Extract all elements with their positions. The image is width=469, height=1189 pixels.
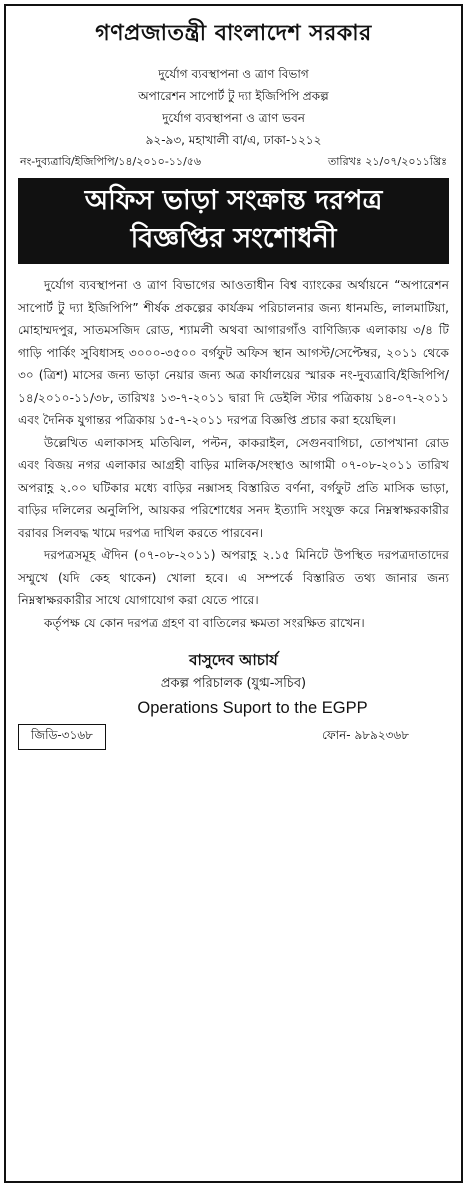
notice-body: [18, 274, 449, 634]
body-paragraph: উল্লেখিত এলাকাসহ মতিঝিল, পল্টন, কাকরাইল, সেগুনবাগিচা, তোপখানা রোড এবং বিজয় নগর এলাকার আগ্রহী বাড়ির মালিক/সংস্থাও আগামী ০৭-০৮-২০১১ তারিখ অপরাহ্ণ ২.০০ ঘটিকার মধ্যে বাড়ির নক্সাসহ বিস্তারিত বর্ণনা, বর্গফুট প্রতি মাসিক ভাড়া, বাড়ির দলিলের অনুলিপি, আয়কর পরিশোধের সনদ ইত্যাদি সংযুক্ত করে নিম্নস্বাক্ষরকারীর বরাবর সিলবদ্ধ খামে দরপত্র দাখিল করতে পারবেন।: [18, 435, 449, 540]
body-paragraph: দরপত্রসমূহ ঐদিন (০৭-০৮-২০১১) অপরাহ্ণ ২.১৫ মিনিটে উপস্থিত দরপত্রদাতাদের সম্মুখে (যদি কেহ থাকেন) খোলা হবে। এ সম্পর্কে বিস্তারিত তথ্য জানার জন্য নিম্নস্বাক্ষরকারীর সাথে যোগাযোগ করা যেতে পারে।: [18, 548, 449, 607]
footer-row: [18, 724, 449, 750]
phone-number: ফোন- ৯৮৯২৩৬৮: [322, 728, 409, 742]
office-address: ৯২-৯৩, মহাখালী বা/এ, ঢাকা-১২১২: [145, 133, 322, 147]
title-line-1: অফিস ভাড়া সংক্রান্ত দরপত্র: [84, 185, 383, 216]
office-name-english: Operations Suport to the EGPP: [137, 699, 368, 717]
notice-date: তারিখঃ ২১/০৭/২০১১খ্রিঃ: [327, 155, 447, 168]
division-name: দুর্যোগ ব্যবস্থাপনা ও ত্রাণ বিভাগ: [158, 67, 309, 81]
gd-number: জিডি-৩১৬৮: [18, 724, 106, 750]
signer-name: বাসুদেব আচার্য: [189, 651, 278, 669]
reference-line: [18, 153, 449, 172]
signer-designation: প্রকল্প পরিচালক (যুগ্ম-সচিব): [160, 676, 307, 691]
body-paragraph: দুর্যোগ ব্যবস্থাপনা ও ত্রাণ বিভাগের আওতাধীন বিশ্ব ব্যাংকের অর্থায়নে “অপারেশন সাপোর্ট টু দ্যা ইজিপিপি” শীর্ষক প্রকল্পের কার্যক্রম পরিচালনার জন্য ধানমন্ডি, লালমাটিয়া, মোহাম্মদপুর, সাতমসজিদ রোড, শ্যামলী অথবা আগারগাঁও বাণিজ্যিক এলাকায় ৩/৪ টি গাড়ি পার্কিং সুবিধাসহ ৩০০০-৩৫০০ বর্গফুট অফিস স্থান আগস্ট/সেপ্টেম্বর, ২০১১ থেকে ৩০ (ত্রিশ) মাসের জন্য ভাড়া নেয়ার জন্য অত্র কার্যালয়ের স্মারক নং-দুব্যত্রাবি/ইজিপিপি/১৪/২০১০-১১/৩৮, তারিখঃ ১৩-৭-২০১১ দ্বারা দি ডেইলি স্টার পত্রিকায় ১৪-০৭-২০১১ এবং দৈনিক যুগান্তর পত্রিকায় ১৫-৭-২০১১ দরপত্র বিজ্ঞপ্তি প্রচার করা হয়েছিল।: [18, 278, 449, 427]
tender-notice: [4, 4, 463, 1183]
title-banner: [18, 178, 449, 264]
project-name: অপারেশন সাপোর্ট টু দ্যা ইজিপিপি প্রকল্প: [138, 89, 329, 103]
building-name: দুর্যোগ ব্যবস্থাপনা ও ত্রাণ ভবন: [162, 111, 305, 125]
government-title: গণপ্রজাতন্ত্রী বাংলাদেশ সরকার: [95, 21, 372, 46]
memo-number: নং-দুব্যত্রাবি/ইজিপিপি/১৪/২০১০-১১/৫৬: [20, 155, 202, 168]
body-paragraph: কর্তৃপক্ষ যে কোন দরপত্র গ্রহণ বা বাতিলের ক্ষমতা সংরক্ষিত রাখেন।: [44, 615, 365, 630]
title-line-2: বিজ্ঞপ্তির সংশোধনী: [130, 223, 337, 254]
signature-block: [18, 648, 449, 720]
